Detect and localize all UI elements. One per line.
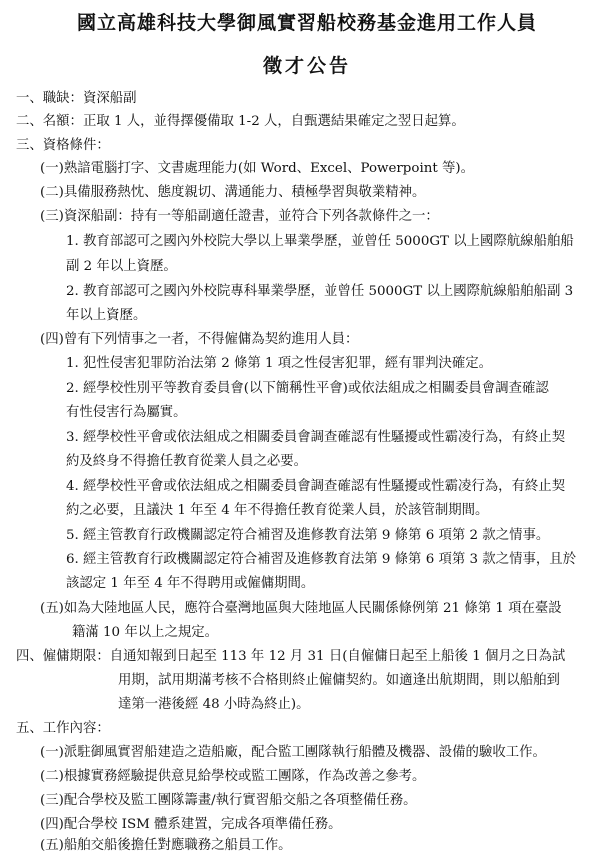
duty-item: (二)根據實務經驗提供意見給學校或監工團隊，作為改善之參考。: [40, 769, 426, 784]
duty-item: (三)配合學校及監工團隊籌畫/執行實習船交船之各項整備任務。: [40, 793, 417, 808]
disqualification-subitem: 6. 經主管教育行政機關認定符合補習及進修教育法第 9 條第 6 項第 3 款之情事，且於: [66, 552, 577, 567]
qualification-item: (四)曾有下列情事之一者，不得僱傭為契約進用人員：: [40, 332, 359, 347]
disqualification-subitem: 2. 經學校性別平等教育委員會(以下簡稱性平會)或依法組成之相關委員會調查確認: [66, 381, 549, 396]
duty-item: (一)派駐御風實習船建造之造船廠，配合監工團隊執行船體及機器、設備的驗收工作。: [40, 745, 546, 760]
qualification-subitem-cont: 年以上資歷。: [66, 308, 147, 323]
section-4-cont: 用期，試用期滿考核不合格則終止僱傭契約。如適逢出航期間，則以船舶到: [118, 673, 560, 688]
section-5-heading: 五、工作內容：: [16, 721, 110, 736]
section-3-heading: 三、資格條件：: [16, 138, 110, 153]
duty-item: (四)配合學校 ISM 體系建置，完成各項準備任務。: [40, 817, 342, 832]
disqualification-subitem: 4. 經學校性平會或依法組成之相關委員會調查確認有性騷擾或性霸凌行為，有終止契: [66, 479, 566, 494]
qualification-subitem: 1. 教育部認可之國內外校院大學以上畢業學歷，並曾任 5000GT 以上國際航線船舶船: [66, 234, 574, 249]
disqualification-subitem-cont: 有性侵害行為屬實。: [66, 405, 187, 420]
disqualification-subitem: 5. 經主管教育行政機關認定符合補習及進修教育法第 9 條第 6 項第 2 款之情事。: [66, 528, 550, 543]
duty-item: (五)船舶交船後擔任對應職務之船員工作。: [40, 838, 292, 853]
document-subtitle: 徵才公告: [262, 55, 351, 77]
qualification-item-cont: 籍滿 10 年以上之規定。: [72, 625, 219, 640]
disqualification-subitem-cont: 約及終身不得擔任教育從業人員之必要。: [66, 454, 308, 469]
section-4-employment-period: 四、僱傭期限：自通知報到日起至 113 年 12 月 31 日(自僱傭日起至上船後 1 個月之日為試: [16, 649, 566, 664]
qualification-item: (三)資深船副：持有一等船副適任證書，並符合下列各款條件之一：: [40, 209, 439, 224]
section-1-position: 一、職缺：資深船副: [16, 91, 137, 106]
disqualification-subitem: 3. 經學校性平會或依法組成之相關委員會調查確認有性騷擾或性霸凌行為，有終止契: [66, 430, 566, 445]
document-title: 國立高雄科技大學御風實習船校務基金進用工作人員: [76, 12, 537, 34]
qualification-item: (一)熟諳電腦打字、文書處理能力(如 Word、Excel、Powerpoint 等)。: [40, 161, 474, 176]
qualification-subitem-cont: 副 2 年以上資歷。: [66, 259, 177, 274]
disqualification-subitem-cont: 約之必要，且議決 1 年至 4 年不得擔任教育從業人員，於該管制期間。: [66, 503, 489, 518]
section-4-cont: 達第一港後經 48 小時為終止)。: [118, 697, 310, 712]
qualification-item: (二)具備服務熱忱、態度親切、溝通能力、積極學習與敬業精神。: [40, 185, 426, 200]
disqualification-subitem-cont: 該認定 1 年至 4 年不得聘用或僱傭期間。: [66, 576, 315, 591]
section-2-quota: 二、名額：正取 1 人，並得擇優備取 1-2 人，自甄選結果確定之翌日起算。: [16, 114, 465, 129]
qualification-item: (五)如為大陸地區人民，應符合臺灣地區與大陸地區人民關係條例第 21 條第 1 項在臺設: [40, 601, 562, 616]
qualification-subitem: 2. 教育部認可之國內外校院專科畢業學歷，並曾任 5000GT 以上國際航線船舶船副 3: [66, 284, 574, 299]
disqualification-subitem: 1. 犯性侵害犯罪防治法第 2 條第 1 項之性侵害犯罪，經有罪判決確定。: [66, 356, 493, 371]
